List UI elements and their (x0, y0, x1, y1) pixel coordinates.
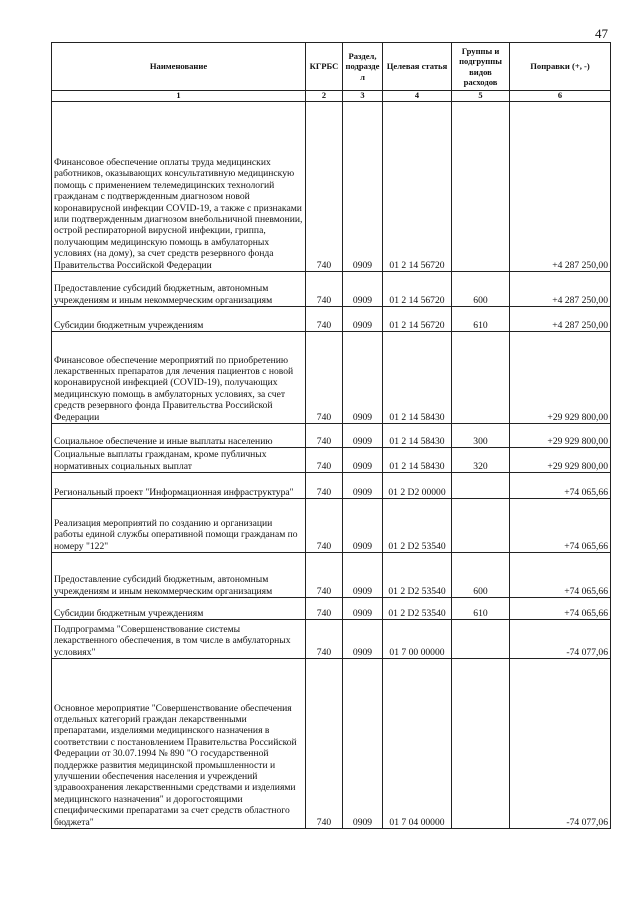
row-target: 01 2 14 58430 (383, 424, 452, 448)
row-amount: -74 077,06 (510, 659, 611, 829)
table-row (52, 102, 611, 272)
row-amount: +74 065,66 (510, 473, 611, 499)
row-section: 0909 (343, 473, 383, 499)
row-group: 300 (452, 424, 510, 448)
table-row (52, 620, 611, 659)
row-name: Субсидии бюджетным учреждениям (52, 307, 306, 332)
column-number: 3 (343, 91, 383, 102)
row-group: 610 (452, 307, 510, 332)
column-number: 4 (383, 91, 452, 102)
row-name: Финансовое обеспечение оплаты труда медицинских работников, оказывающих консультативную медицинскую помощь с применением телемедицинских технологий гражданам с подтвержденным диагнозом новой коронавирусной инфекции COVID-19, а также с признаками или подтвержденным диагнозом внебольничной пневмонии, острой респираторной вирусной инфекции, гриппа, получающим медицинскую помощь в амбулаторных условиях (на дому), за счет средств резервного фонда Правительства Российской Федерации (52, 102, 306, 272)
row-group (452, 473, 510, 499)
row-target: 01 2 D2 53540 (383, 598, 452, 620)
row-amount: +29 929 800,00 (510, 332, 611, 424)
column-number: 6 (510, 91, 611, 102)
row-amount: -74 077,06 (510, 620, 611, 659)
row-section: 0909 (343, 272, 383, 307)
row-amount: +29 929 800,00 (510, 424, 611, 448)
row-section: 0909 (343, 424, 383, 448)
row-name: Региональный проект "Информационная инфраструктура" (52, 473, 306, 499)
row-name: Социальное обеспечение и иные выплаты населению (52, 424, 306, 448)
row-target: 01 2 14 58430 (383, 332, 452, 424)
row-kgrbs: 740 (306, 620, 343, 659)
budget-amendments-table (51, 42, 611, 829)
table-row (52, 424, 611, 448)
row-amount: +29 929 800,00 (510, 448, 611, 473)
row-kgrbs: 740 (306, 102, 343, 272)
column-number: 1 (52, 91, 306, 102)
header-name: Наименование (52, 43, 306, 91)
row-group (452, 620, 510, 659)
column-number-row (52, 91, 611, 102)
table-row (52, 473, 611, 499)
row-section: 0909 (343, 620, 383, 659)
column-number: 2 (306, 91, 343, 102)
row-name: Финансовое обеспечение мероприятий по приобретению лекарственных препаратов для лечения пациентов с новой коронавирусной инфекцией (COVID-19), получающих медицинскую помощь в амбулаторных условиях, за счет средств резервного фонда Правительства Российской Федерации (52, 332, 306, 424)
row-name: Предоставление субсидий бюджетным, автономным учреждениям и иным некоммерческим организациям (52, 272, 306, 307)
row-amount: +4 287 250,00 (510, 102, 611, 272)
row-target: 01 2 D2 00000 (383, 473, 452, 499)
table-row (52, 307, 611, 332)
row-kgrbs: 740 (306, 448, 343, 473)
row-target: 01 7 04 00000 (383, 659, 452, 829)
row-group: 320 (452, 448, 510, 473)
header-groups: Группы и подгруппы видов расходов (452, 43, 510, 91)
table-row (52, 448, 611, 473)
table-row (52, 272, 611, 307)
row-target: 01 2 D2 53540 (383, 553, 452, 598)
header-target: Целевая статья (383, 43, 452, 91)
row-kgrbs: 740 (306, 499, 343, 553)
row-amount: +74 065,66 (510, 553, 611, 598)
row-kgrbs: 740 (306, 272, 343, 307)
header-section: Раздел, подразде л (343, 43, 383, 91)
row-section: 0909 (343, 499, 383, 553)
row-group (452, 332, 510, 424)
row-name: Реализация мероприятий по созданию и организации работы единой службы оперативной помощи гражданам по номеру "122" (52, 499, 306, 553)
row-section: 0909 (343, 598, 383, 620)
row-section: 0909 (343, 102, 383, 272)
row-target: 01 2 14 56720 (383, 272, 452, 307)
row-group: 600 (452, 553, 510, 598)
row-amount: +4 287 250,00 (510, 272, 611, 307)
table-row (52, 659, 611, 829)
row-group: 600 (452, 272, 510, 307)
row-target: 01 2 14 56720 (383, 102, 452, 272)
header-amendments: Поправки (+, -) (510, 43, 611, 91)
row-group: 610 (452, 598, 510, 620)
row-target: 01 2 D2 53540 (383, 499, 452, 553)
table-header-row (52, 43, 611, 91)
row-kgrbs: 740 (306, 553, 343, 598)
row-name: Субсидии бюджетным учреждениям (52, 598, 306, 620)
row-group (452, 659, 510, 829)
table-row (52, 332, 611, 424)
page-number: 47 (595, 26, 608, 41)
row-kgrbs: 740 (306, 332, 343, 424)
row-name: Основное мероприятие "Совершенствование обеспечения отдельных категорий граждан лекарственными препаратами, изделиями медицинского назначения в соответствии с постановлением Правительства Российской Федерации от 30.07.1994 № 890 "О государственной поддержке развития медицинской промышленности и улучшении обеспечения населения и учреждений здравоохранения лекарственными средствами и изделиями медицинского назначения" и дорогостоящими специфическими препаратами за счет средств областного бюджета" (52, 659, 306, 829)
row-section: 0909 (343, 307, 383, 332)
row-group (452, 499, 510, 553)
row-amount: +74 065,66 (510, 598, 611, 620)
row-section: 0909 (343, 332, 383, 424)
row-name: Социальные выплаты гражданам, кроме публичных нормативных социальных выплат (52, 448, 306, 473)
row-section: 0909 (343, 448, 383, 473)
row-section: 0909 (343, 659, 383, 829)
row-kgrbs: 740 (306, 307, 343, 332)
row-kgrbs: 740 (306, 659, 343, 829)
row-target: 01 7 00 00000 (383, 620, 452, 659)
table-row (52, 499, 611, 553)
row-kgrbs: 740 (306, 473, 343, 499)
row-target: 01 2 14 56720 (383, 307, 452, 332)
row-kgrbs: 740 (306, 598, 343, 620)
row-kgrbs: 740 (306, 424, 343, 448)
row-target: 01 2 14 58430 (383, 448, 452, 473)
header-kgrbs: КГРБС (306, 43, 343, 91)
row-name: Подпрограмма "Совершенствование системы лекарственного обеспечения, в том числе в амбулаторных условиях" (52, 620, 306, 659)
column-number: 5 (452, 91, 510, 102)
table-row (52, 598, 611, 620)
row-name: Предоставление субсидий бюджетным, автономным учреждениям и иным некоммерческим организациям (52, 553, 306, 598)
row-amount: +4 287 250,00 (510, 307, 611, 332)
row-amount: +74 065,66 (510, 499, 611, 553)
table-row (52, 553, 611, 598)
row-group (452, 102, 510, 272)
row-section: 0909 (343, 553, 383, 598)
